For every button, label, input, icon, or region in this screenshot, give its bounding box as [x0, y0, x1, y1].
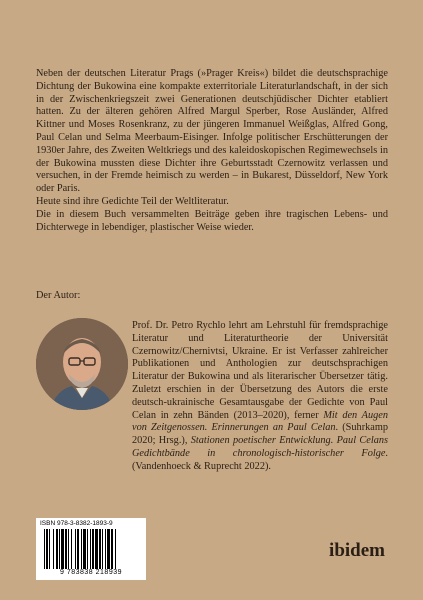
- barcode-bars: [44, 529, 140, 569]
- barcode-digits: 9 783838 218939: [60, 569, 122, 576]
- bio-end: . (Vandenhoeck & Ruprecht 2022).: [132, 447, 388, 472]
- blurb-paragraph-1: Neben der deutschen Literatur Prags (»Prager Kreis«) bildet die deutschsprachige Dichtung der Bukowina eine kompakte exterritoriale Literaturlandschaft, in der sich in der Zwischenkriegszeit zwei Generationen deutschjüdischer Dichter etabliert hatten. Zu der älteren gehören Alfred Margul Sperber, Rose Ausländer, Alfred Kittner und Moses Rosenkranz, zu der jüngeren Immanuel Weißglas, Alfred Gong, Paul Celan und Selma Meerbaum-Eisinger. Infolge politischer Erschütterungen der 1930er Jahre, des Zweiten Weltkriegs und des kaleidoskopischen Regimewechsels in der Bukowina mussten diese Dichter ihre Geburtsstadt Czernowitz verlassen und versuchen, in der Fremde heimisch zu werden – in Bukarest, Düsseldorf, New York oder Paris.: [36, 68, 388, 195]
- isbn-barcode: [36, 518, 146, 580]
- bio-mid: . (Suhrkamp 2020; Hrsg.),: [132, 422, 388, 447]
- author-photo: [36, 318, 128, 410]
- author-heading: Der Autor:: [36, 290, 81, 301]
- blurb: [36, 68, 388, 234]
- bio-main: Prof. Dr. Petro Rychlo lehrt am Lehrstuhl für fremdsprachige Literatur und Literaturtheorie der Universität Czernowitz/Chernivtsi, Ukraine. Er ist Verfasser zahlreicher Publikationen und Anthologien zur deutschsprachigen Literatur der Bukowina und als literarischer Übersetzer tätig. Zuletzt erschien in der Übersetzung des Autors die erste deutsch-ukrainische Gesamtausgabe der Gedichte von Paul Celan in zehn Bänden (2013–2020), ferner: [132, 320, 388, 421]
- author-bio: [132, 320, 388, 474]
- bio-title-1: Mit den Augen von Zeitgenossen. Erinnerungen an Paul Celan: [132, 409, 388, 434]
- publisher-logo: ibidem: [329, 540, 385, 561]
- blurb-paragraph-3: Die in diesem Buch versammelten Beiträge geben ihre tragischen Lebens- und Dichterwege in lebendiger, plastischer Weise wieder.: [36, 208, 388, 233]
- blurb-paragraph-2: Heute sind ihre Gedichte Teil der Weltliteratur.: [36, 195, 229, 207]
- isbn-label: ISBN 978-3-8382-1893-9: [40, 520, 113, 527]
- bio-title-2: Stationen poetischer Entwicklung. Paul Celans Gedichtbände in chronologisch-historischer Folge: [132, 435, 389, 459]
